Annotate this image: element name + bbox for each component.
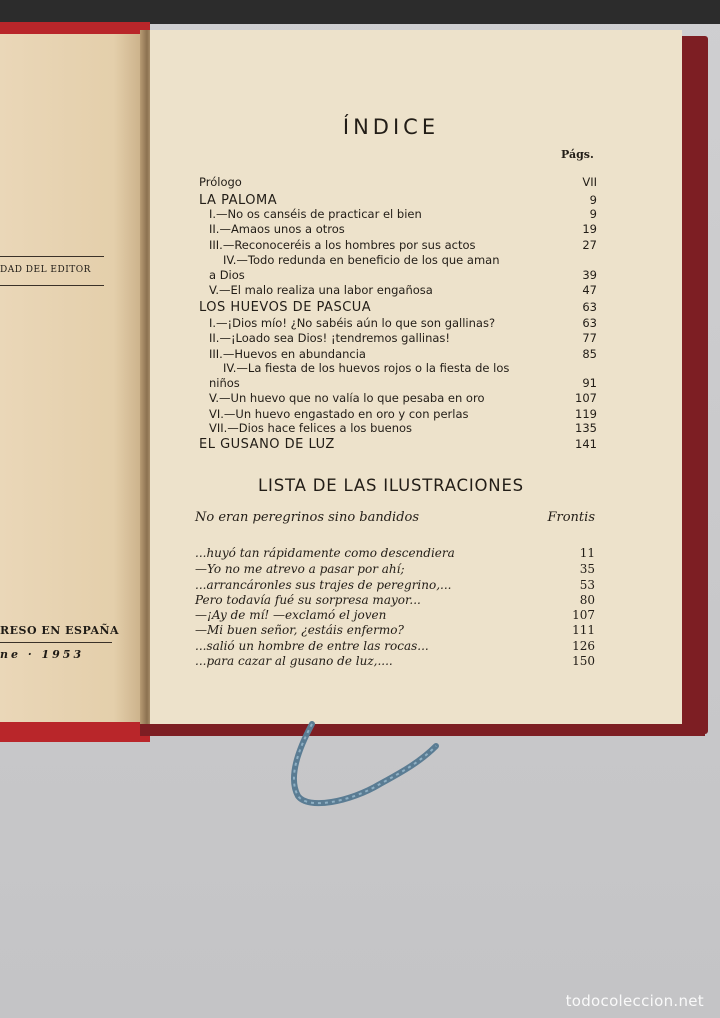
- toc-entry-title: II.—¡Loado sea Dios! ¡tendremos gallinas!: [209, 331, 451, 345]
- pages-column-label: Págs.: [561, 148, 594, 161]
- illustration-caption: ...arrancáronles sus trajes de peregrino,...: [195, 578, 452, 592]
- toc-entry-title: niños: [209, 376, 240, 390]
- toc-entry-title: I.—No os canséis de practicar el bien: [209, 207, 422, 221]
- toc-entry-title: III.—Reconoceréis a los hombres por sus actos: [209, 238, 476, 252]
- toc-entry-title: IV.—Todo redunda en beneficio de los que aman: [223, 253, 500, 267]
- toc-entry-page: 39: [582, 268, 597, 282]
- toc-entry-page: 85: [582, 347, 597, 361]
- toc-entry-page: 119: [575, 407, 597, 421]
- left-page-rule: [0, 642, 112, 643]
- illustration-page: 35: [579, 562, 595, 576]
- toc-entry-title: IV.—La fiesta de los huevos rojos o la fiesta de los: [223, 361, 510, 375]
- toc-entry-page: 47: [582, 283, 597, 297]
- toc-entry-title: III.—Huevos en abundancia: [209, 347, 366, 361]
- toc-entry-page: 9: [589, 207, 597, 221]
- left-page-text-fragment: RESO EN ESPAÑA: [0, 624, 120, 637]
- toc-entry-title: LA PALOMA: [199, 193, 278, 208]
- left-page-rule: [0, 285, 104, 286]
- toc-entry-page: 77: [582, 331, 597, 345]
- illustration-caption: ...huyó tan rápidamente como descendiera: [195, 546, 455, 560]
- toc-entry-title: EL GUSANO DE LUZ: [199, 437, 335, 452]
- watermark-suffix: .net: [673, 992, 704, 1010]
- toc-entry-title: V.—El malo realiza una labor engañosa: [209, 283, 433, 297]
- toc-entry-page: 135: [575, 421, 597, 435]
- illustration-page: 80: [579, 593, 595, 607]
- illustration-caption: ...salió un hombre de entre las rocas...: [195, 639, 429, 653]
- watermark: [566, 992, 704, 1010]
- toc-entry-title: VI.—Un huevo engastado en oro y con perlas: [209, 407, 469, 421]
- left-page: [0, 34, 142, 722]
- left-page-text-fragment: DAD DEL EDITOR: [0, 265, 91, 275]
- right-page: [150, 30, 682, 724]
- illustration-page: Frontis: [547, 510, 595, 525]
- illustration-caption: ...para cazar al gusano de luz,....: [195, 654, 393, 668]
- illustration-caption: —¡Ay de mí! —exclamó el joven: [195, 608, 387, 622]
- bookmark-ribbon: [280, 720, 450, 810]
- illustration-page: 111: [572, 623, 595, 637]
- illustration-page: 11: [579, 546, 595, 560]
- index-title: ÍNDICE: [342, 115, 440, 139]
- toc-entry-title: Prólogo: [199, 175, 242, 189]
- dark-background-band: [0, 0, 720, 24]
- toc-entry-page: VII: [582, 175, 597, 189]
- illustration-page: 150: [572, 654, 595, 668]
- illustration-page: 53: [579, 578, 595, 592]
- toc-entry-title: V.—Un huevo que no valía lo que pesaba en oro: [209, 391, 485, 405]
- illustration-caption: —Yo no me atrevo a pasar por ahí;: [195, 562, 405, 576]
- toc-entry-page: 107: [575, 391, 597, 405]
- illustration-caption: Pero todavía fué su sorpresa mayor...: [195, 593, 421, 607]
- toc-entry-title: II.—Amaos unos a otros: [209, 222, 345, 236]
- toc-entry-title: LOS HUEVOS DE PASCUA: [199, 300, 372, 315]
- illustration-page: 126: [572, 639, 595, 653]
- toc-entry-page: 19: [582, 222, 597, 236]
- toc-entry-page: 141: [575, 437, 597, 451]
- left-page-rule: [0, 256, 104, 257]
- left-page-text-fragment: ne · 1953: [0, 648, 85, 661]
- toc-entry-title: a Dios: [209, 268, 245, 282]
- illustration-caption: —Mi buen señor, ¿estáis enfermo?: [195, 623, 404, 637]
- toc-entry-page: 91: [582, 376, 597, 390]
- toc-entry-page: 27: [582, 238, 597, 252]
- illustration-caption: No eran peregrinos sino bandidos: [195, 510, 420, 525]
- toc-entry-page: 63: [582, 316, 597, 330]
- illustration-page: 107: [572, 608, 595, 622]
- toc-entry-page: 9: [589, 193, 597, 207]
- watermark-brand: todocoleccion: [565, 992, 674, 1010]
- illustrations-title: LISTA DE LAS ILUSTRACIONES: [258, 476, 524, 495]
- toc-entry-page: 63: [582, 300, 597, 314]
- toc-entry-title: VII.—Dios hace felices a los buenos: [209, 421, 413, 435]
- toc-entry-title: I.—¡Dios mío! ¿No sabéis aún lo que son gallinas?: [209, 316, 496, 330]
